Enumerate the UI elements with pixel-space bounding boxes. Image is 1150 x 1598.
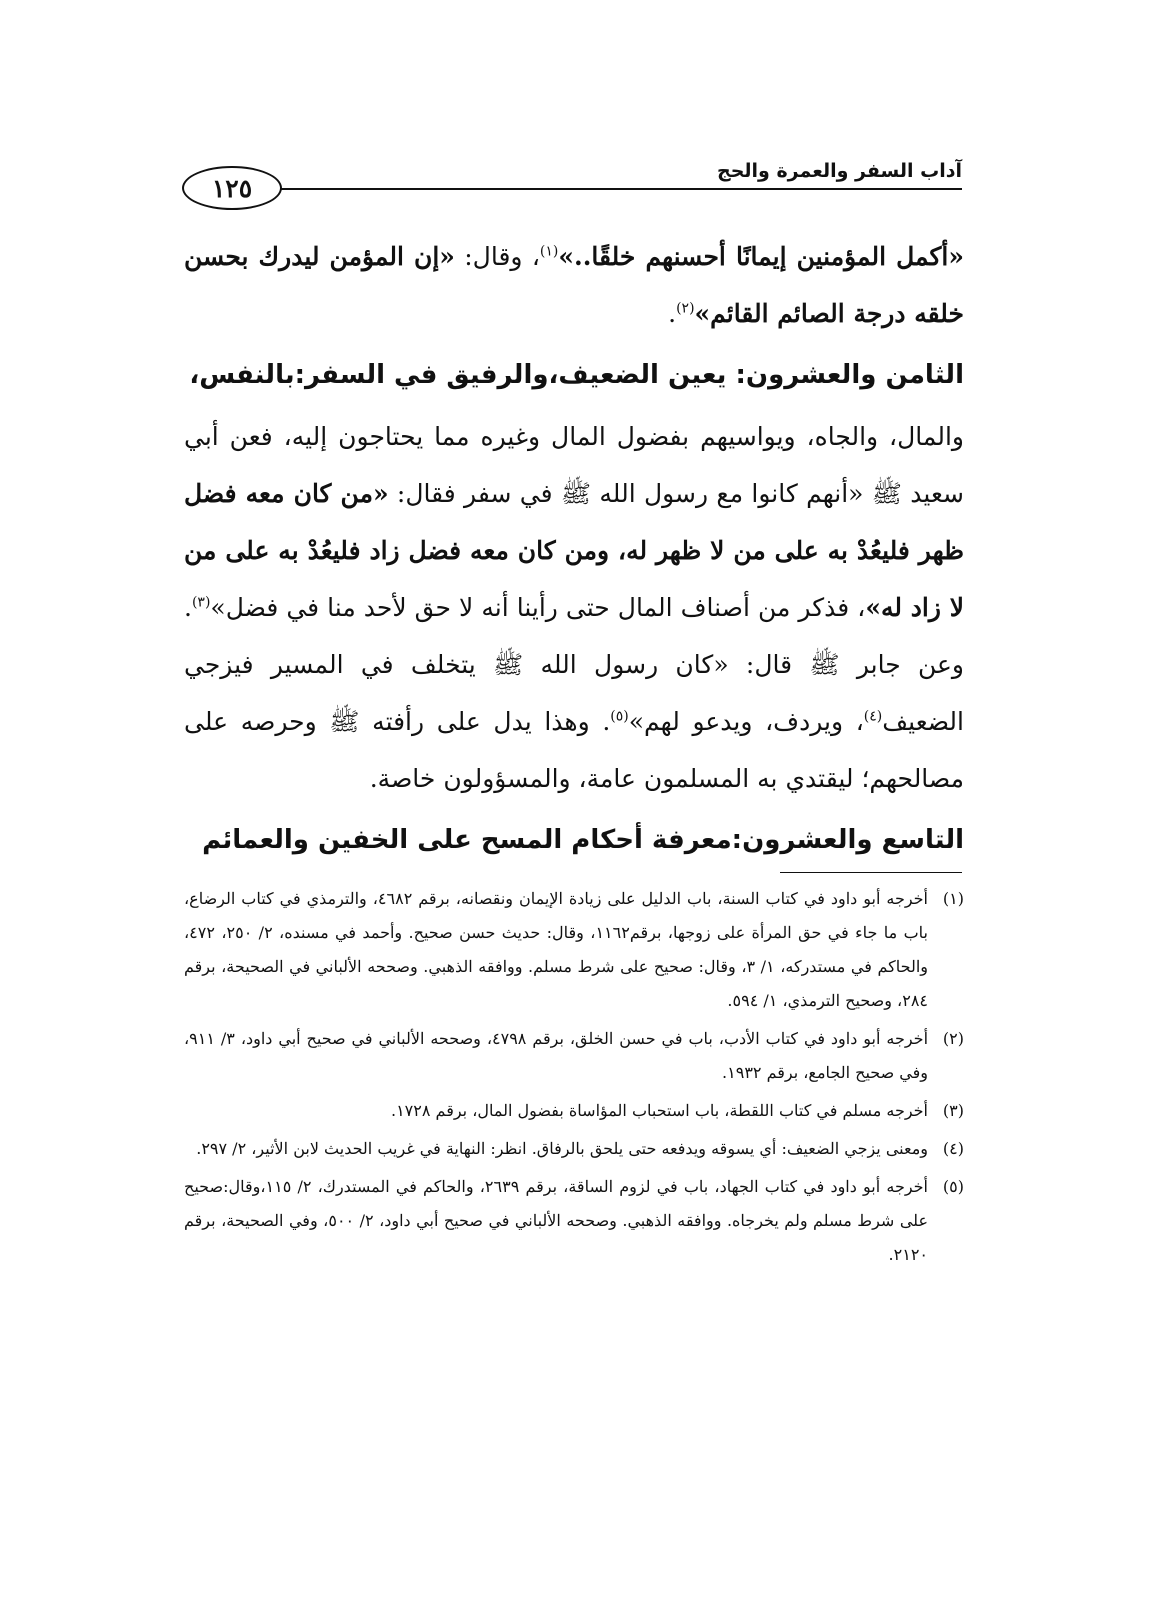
- footnote-number: (٤): [942, 1139, 964, 1158]
- text-run: . وهذا يدل على رأفته ﷺ وحرصه على مصالحهم؛ ليقتدي به المسلمون عامة، والمسؤولون خاصة.: [184, 707, 964, 793]
- footnote-number: (٥): [942, 1177, 964, 1196]
- footnote-separator: [780, 872, 962, 873]
- hadith-quote: «أكمل المؤمنين إيمانًا أحسنهم خلقًا..»: [558, 242, 964, 271]
- footnote: [184, 1094, 964, 1128]
- text-run: ، وقال:: [454, 242, 540, 271]
- paragraph-helping-weak: [184, 408, 964, 807]
- main-text: [184, 228, 964, 873]
- page-header: [182, 158, 962, 218]
- footnote-number: (٣): [942, 1101, 964, 1120]
- footnote-ref: (٢): [676, 300, 695, 317]
- footnote-number: (١): [942, 889, 964, 908]
- footnote-ref: (٣): [191, 594, 211, 611]
- footnotes: [184, 882, 964, 1276]
- footnote-ref: (٤): [863, 708, 883, 725]
- hadith-quote: «من كان معه فضل ظهر فليعُدْ به على من لا ظهر له، ومن كان معه فضل زاد فليعُدْ به على من لا زاد له»: [184, 479, 964, 622]
- footnote-text: ومعنى يزجي الضعيف: أي يسوقه ويدفعه حتى يلحق بالرفاق. انظر: النهاية في غريب الحديث لابن الأثير، ٢/ ٢٩٧.: [196, 1139, 928, 1158]
- page-number: ١٢٥: [182, 166, 282, 210]
- text-run: .: [668, 299, 677, 328]
- text-run: والمال، والجاه، ويواسيهم بفضول المال وغيره مما يحتاجون إليه، فعن أبي سعيد ﷺ «أنهم كانوا مع رسول الله ﷺ في سفر فقال:: [184, 422, 964, 508]
- section-heading-28: الثامن والعشرون: يعين الضعيف،والرفيق في السفر:بالنفس،: [189, 360, 964, 390]
- footnote-text: أخرجه أبو داود في كتاب الأدب، باب في حسن الخلق، برقم ٤٧٩٨، وصححه الألباني في صحيح أبي داود، ٣/ ٩١١، وفي صحيح الجامع، برقم ١٩٣٢.: [184, 1029, 929, 1082]
- hadith-quote: «إن المؤمن ليدرك بحسن خلقه درجة الصائم القائم»: [184, 242, 964, 328]
- footnote: [184, 1132, 964, 1166]
- paragraph-hadith-character: [184, 228, 964, 342]
- header-rule: [278, 188, 962, 190]
- text-run: . وعن جابر ﷺ قال: «كان رسول الله ﷺ يتخلف في المسير فيزجي الضعيف: [184, 593, 964, 736]
- footnote-text: أخرجه أبو داود في كتاب الجهاد، باب في لزوم الساقة، برقم ٢٦٣٩، والحاكم في المستدرك، ٢/ ١١٥،وقال:صحيح على شرط مسلم ولم يخرجاه. ووافقه الذهبي. وصححه الألباني في صحيح أبي داود، ٢/ ٥٠٠، وفي الصحيحة، برقم ٢١٢٠.: [184, 1177, 929, 1264]
- section-heading-29: التاسع والعشرون:معرفة أحكام المسح على الخفين والعمائم: [202, 825, 964, 855]
- running-title: آداب السفر والعمرة والحج: [717, 160, 962, 182]
- footnote-ref: (١): [539, 243, 559, 260]
- footnote-number: (٢): [942, 1029, 964, 1048]
- footnote: [184, 1170, 964, 1272]
- footnote: [184, 882, 964, 1018]
- text-run: ، فذكر من أصناف المال حتى رأينا أنه لا حق لأحد منا في فضل»: [210, 593, 866, 622]
- footnote-text: أخرجه أبو داود في كتاب السنة، باب الدليل على زيادة الإيمان ونقصانه، برقم ٤٦٨٢، والترمذي في كتاب الرضاع، باب ما جاء في حق المرأة على زوجها، برقم١١٦٢، وقال: حديث حسن صحيح. وأحمد في مسنده، ٢/ ٢٥٠، ٤٧٢، والحاكم في مستدركه، ١/ ٣، وقال: صحيح على شرط مسلم. ووافقه الذهبي. وصححه الألباني في الصحيحة، برقم ٢٨٤، وصحيح الترمذي، ١/ ٥٩٤.: [184, 889, 929, 1010]
- text-run: ، ويردف، ويدعو لهم»: [628, 707, 864, 736]
- footnote-ref: (٥): [610, 708, 629, 725]
- footnote-text: أخرجه مسلم في كتاب اللقطة، باب استحباب المؤاساة بفضول المال، برقم ١٧٢٨.: [390, 1101, 928, 1120]
- footnote: [184, 1022, 964, 1090]
